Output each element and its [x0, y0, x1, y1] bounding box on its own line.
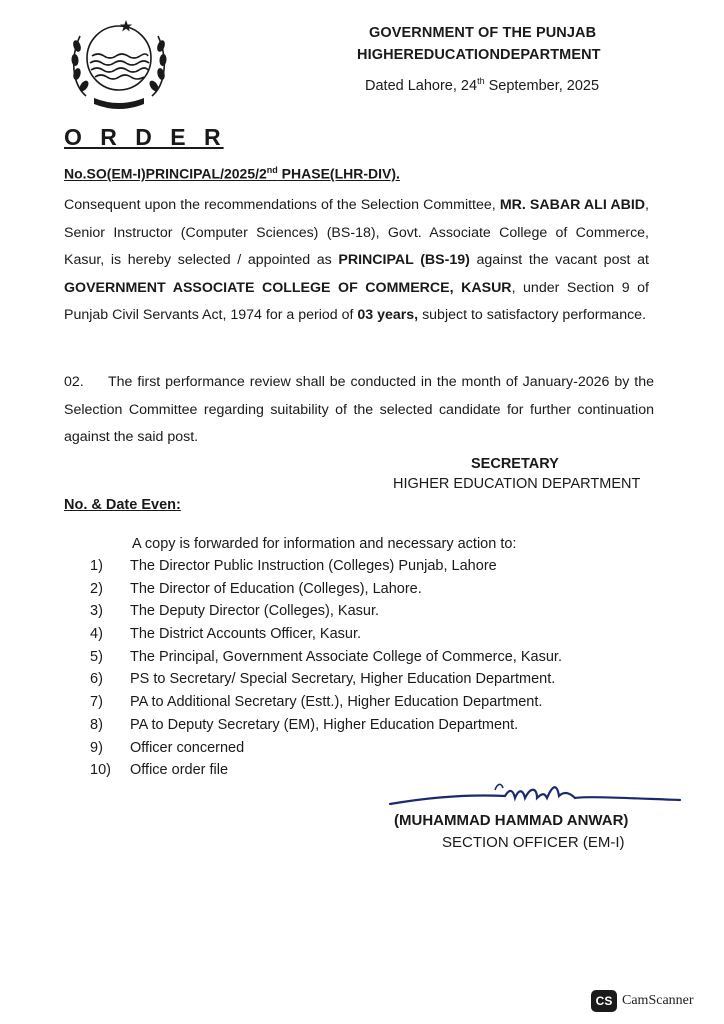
- list-item: 7) PA to Additional Secretary (Estt.), Higher Education Department.: [90, 694, 543, 711]
- order-paragraph-1: Consequent upon the recommendations of the Selection Committee, MR. SABAR ALI ABID, Senior Instructor (Computer Sciences) (BS-18), Govt. Associate College of Commerce, Kasur, is hereby selected / appointed as PRINCIPAL (BS-19) against the vacant post at GOVERNMENT ASSOCIATE COLLEGE OF COMMERCE, KASUR, under Section 9 of Punjab Civil Servants Act, 1974 for a period of 03 years, subject to satisfactory performance.: [64, 197, 649, 323]
- order-title: O R D E R: [64, 124, 224, 150]
- list-item: 9) Officer concerned: [90, 739, 245, 756]
- section-officer-title: SECTION OFFICER (EM-I): [442, 834, 625, 851]
- dated-line: Dated Lahore, 24th September, 2025: [365, 76, 600, 94]
- list-item: 6) PS to Secretary/ Special Secretary, Higher Education Department.: [90, 671, 556, 688]
- list-item: 10) Office order file: [90, 762, 229, 779]
- camscanner-label: CamScanner: [622, 993, 694, 1008]
- list-item: 3) The Deputy Director (Colleges), Kasur.: [90, 603, 380, 620]
- department-title: HIGHEREDUCATIONDEPARTMENT: [357, 47, 601, 63]
- list-item: 5) The Principal, Government Associate College of Commerce, Kasur.: [90, 648, 562, 665]
- list-item: 2) The Director of Education (Colleges), Lahore.: [90, 580, 422, 597]
- government-title: GOVERNMENT OF THE PUNJAB: [369, 25, 597, 41]
- list-item: 1) The Director Public Instruction (Colleges) Punjab, Lahore: [90, 558, 497, 574]
- section-officer-name: (MUHAMMAD HAMMAD ANWAR): [394, 812, 629, 829]
- order-number: No.SO(EM-I)PRINCIPAL/2025/2nd PHASE(LHR-DIV).: [64, 165, 400, 182]
- copy-intro: A copy is forwarded for information and necessary action to:: [132, 536, 517, 552]
- camscanner-watermark: [591, 990, 694, 1012]
- copy-heading: No. & Date Even:: [64, 497, 181, 513]
- camscanner-icon: CS: [591, 990, 617, 1012]
- list-item: 4) The District Accounts Officer, Kasur.: [90, 626, 362, 643]
- handwritten-signature: [385, 780, 685, 816]
- secretary-department: HIGHER EDUCATION DEPARTMENT: [393, 476, 641, 492]
- order-paragraph-2: 02. The first performance review shall be conducted in the month of January-2026 by the Selection Committee regarding suitability of the selected candidate for further continuation against the said post.: [64, 374, 654, 445]
- list-item: 8) PA to Deputy Secretary (EM), Higher Education Department.: [90, 716, 519, 733]
- post-title: PRINCIPAL (BS-19): [338, 252, 470, 268]
- punjab-emblem-logo: [64, 6, 174, 114]
- tenure-period: 03 years,: [357, 307, 419, 323]
- secretary-title: SECRETARY: [471, 456, 559, 472]
- selected-person-name: MR. SABAR ALI ABID: [499, 197, 646, 213]
- college-name: GOVERNMENT ASSOCIATE COLLEGE OF COMMERCE, KASUR: [64, 279, 512, 296]
- copy-recipients-list: [90, 558, 562, 785]
